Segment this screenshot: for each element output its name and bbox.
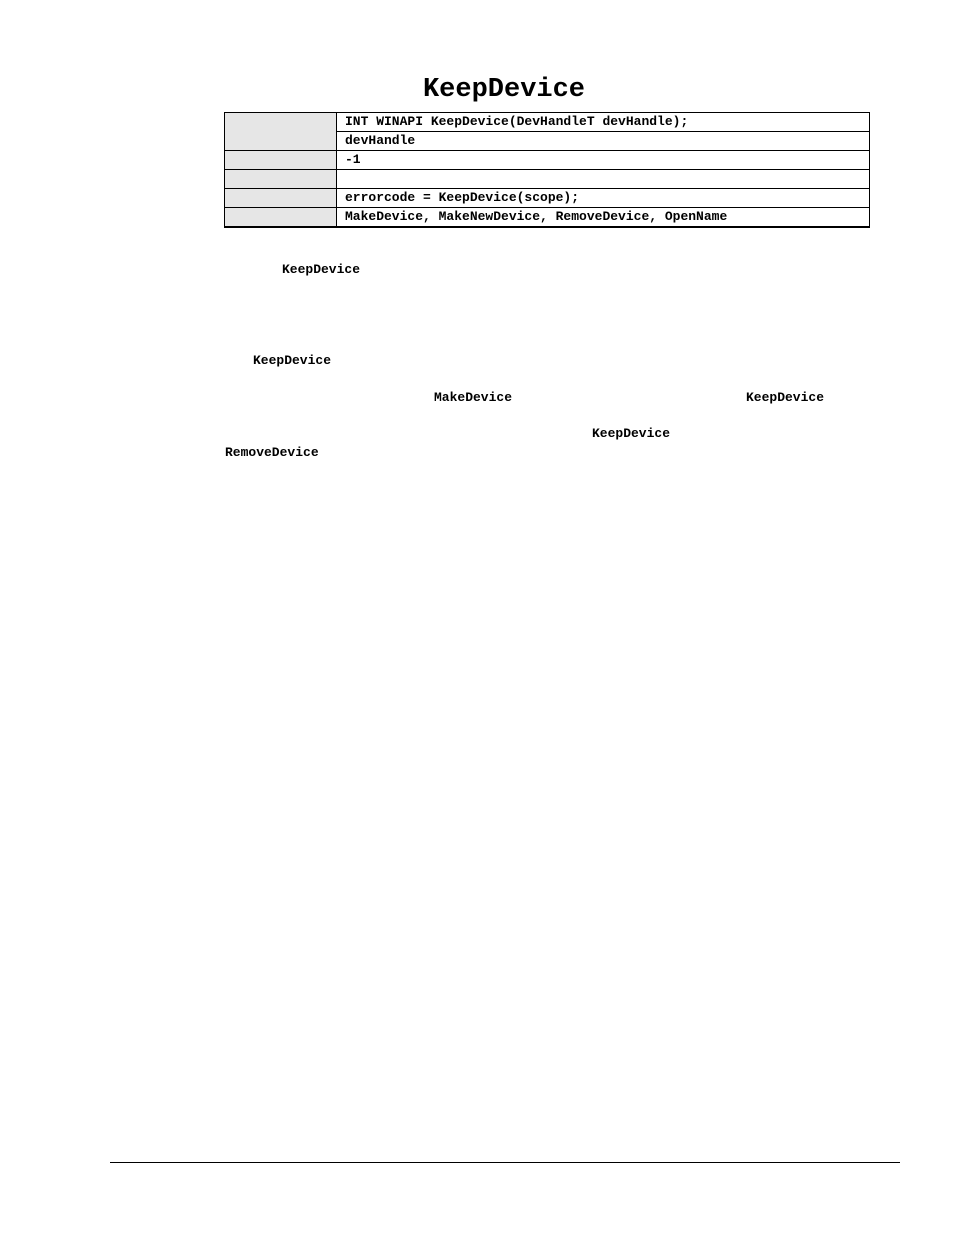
related-functions-value: MakeDevice, MakeNewDevice, RemoveDevice, OpenName	[337, 208, 870, 228]
library-value	[337, 170, 870, 189]
page-title: KeepDevice	[422, 75, 586, 105]
table-row	[225, 170, 870, 189]
body-function-name: KeepDevice	[592, 426, 671, 441]
body-function-name: KeepDevice	[746, 390, 825, 405]
prototype-value: INT WINAPI KeepDevice(DevHandleT devHandle);	[337, 113, 870, 132]
body-function-name: MakeDevice	[434, 390, 513, 405]
usage-label-cell	[225, 189, 337, 208]
table-row	[225, 208, 870, 228]
table-row	[225, 151, 870, 170]
parameters-value: devHandle	[337, 132, 870, 151]
table-row	[225, 189, 870, 208]
body-function-name: KeepDevice	[253, 353, 332, 368]
returns-value: -1	[337, 151, 870, 170]
body-function-name: RemoveDevice	[225, 445, 319, 460]
table-row	[225, 113, 870, 132]
related-label-cell	[225, 208, 337, 228]
function-reference-table	[224, 112, 870, 228]
usage-value: errorcode = KeepDevice(scope);	[337, 189, 870, 208]
library-label-cell	[225, 170, 337, 189]
footer-divider	[110, 1162, 900, 1163]
returns-label-cell	[225, 151, 337, 170]
prototype-label-cell	[225, 113, 337, 151]
body-function-name: KeepDevice	[282, 262, 361, 277]
